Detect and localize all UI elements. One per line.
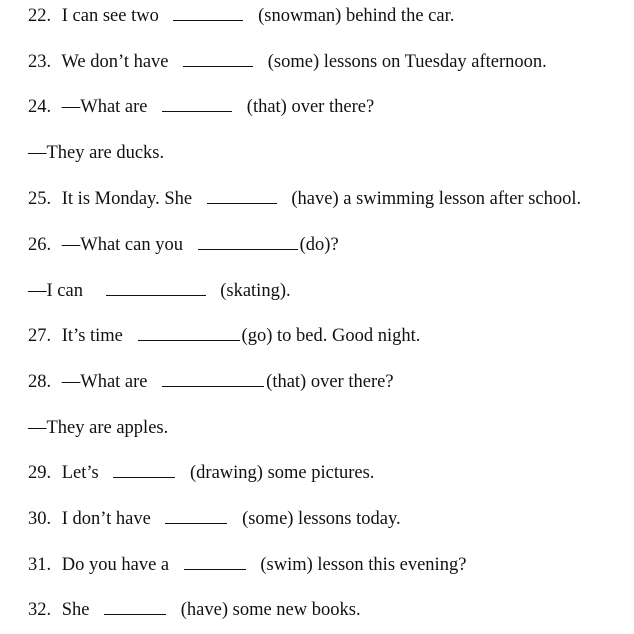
question-25 <box>28 187 581 211</box>
question-hint: (some) lessons on Tuesday afternoon. <box>267 52 547 72</box>
question-text: Do you have a <box>61 555 170 575</box>
question-text: We don’t have <box>61 52 169 72</box>
question-hint: (have) a swimming lesson after school. <box>291 189 582 209</box>
question-number: 24. <box>28 97 52 117</box>
question-hint: (go) to bed. Good night. <box>241 326 421 346</box>
question-number: 29. <box>28 463 52 483</box>
question-number: 30. <box>28 509 52 529</box>
reply-text: —I can <box>28 281 83 301</box>
question-22 <box>28 4 454 28</box>
question-27 <box>28 324 420 348</box>
question-number: 26. <box>28 235 52 255</box>
question-text: —What are <box>61 372 148 392</box>
question-text: Let’s <box>61 463 99 483</box>
question-text: It’s time <box>61 326 123 346</box>
question-text: —What can you <box>61 235 183 255</box>
question-text: She <box>61 600 90 620</box>
reply-text: —They are apples. <box>28 418 169 438</box>
answer-blank[interactable] <box>138 324 240 341</box>
answer-blank[interactable] <box>106 279 206 296</box>
question-hint: (do)? <box>299 235 339 255</box>
question-text: —What are <box>61 97 148 117</box>
question-32 <box>28 598 361 622</box>
question-hint: (snowman) behind the car. <box>258 6 455 26</box>
question-23 <box>28 50 547 74</box>
question-number: 28. <box>28 372 52 392</box>
question-number: 32. <box>28 600 52 620</box>
question-hint: (drawing) some pictures. <box>190 463 375 483</box>
answer-blank[interactable] <box>173 4 243 21</box>
question-number: 22. <box>28 6 52 26</box>
answer-line-24 <box>28 141 164 165</box>
question-hint: (that) over there? <box>246 97 375 117</box>
question-24 <box>28 95 374 119</box>
reply-hint: (skating). <box>220 281 291 301</box>
question-28 <box>28 370 394 394</box>
answer-blank[interactable] <box>207 187 277 204</box>
question-hint: (have) some new books. <box>180 600 361 620</box>
question-hint: (swim) lesson this evening? <box>260 555 467 575</box>
question-number: 27. <box>28 326 52 346</box>
question-text: I don’t have <box>61 509 151 529</box>
question-26 <box>28 233 339 257</box>
question-text: I can see two <box>61 6 159 26</box>
answer-blank[interactable] <box>183 50 253 67</box>
answer-blank[interactable] <box>162 370 264 387</box>
answer-blank[interactable] <box>162 95 232 112</box>
answer-blank[interactable] <box>198 233 298 250</box>
question-number: 31. <box>28 555 52 575</box>
question-29 <box>28 461 374 485</box>
answer-line-28 <box>28 416 168 440</box>
question-30 <box>28 507 401 531</box>
question-31 <box>28 553 466 577</box>
question-hint: (that) over there? <box>266 372 394 392</box>
answer-line-26 <box>28 279 291 303</box>
question-number: 23. <box>28 52 52 72</box>
reply-text: —They are ducks. <box>28 143 165 163</box>
question-hint: (some) lessons today. <box>242 509 401 529</box>
question-text: It is Monday. She <box>61 189 193 209</box>
answer-blank[interactable] <box>184 553 246 570</box>
answer-blank[interactable] <box>113 461 175 478</box>
question-number: 25. <box>28 189 52 209</box>
answer-blank[interactable] <box>165 507 227 524</box>
answer-blank[interactable] <box>104 598 166 615</box>
